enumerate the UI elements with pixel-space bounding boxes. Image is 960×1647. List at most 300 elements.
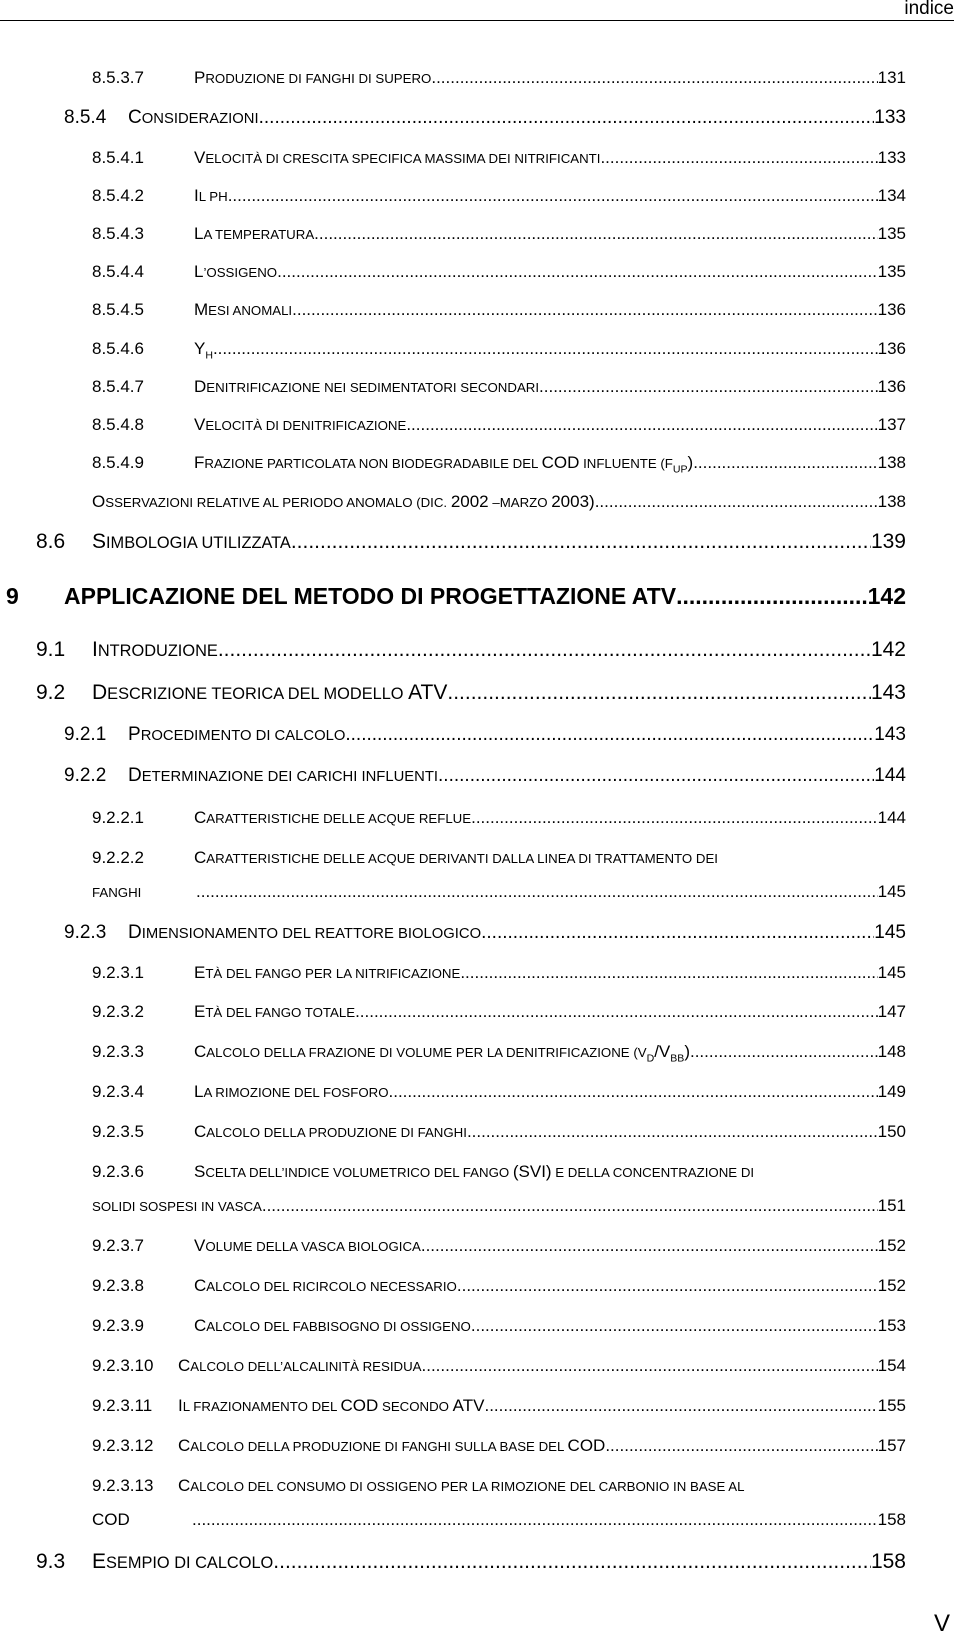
title-continuation: COD	[92, 1510, 130, 1529]
title-initial: D	[128, 765, 142, 786]
entry-title-line	[194, 1080, 906, 1105]
title-continuation: FANGHI	[92, 885, 142, 900]
section-number: 8.5.4.9	[92, 453, 144, 472]
title-initial: L	[194, 224, 204, 243]
toc-entry[interactable]	[0, 530, 960, 554]
title-rest: ALCOLO DEL FABBISOGNO DI OSSIGENO	[206, 1319, 471, 1334]
toc-entry[interactable]	[0, 1550, 960, 1574]
toc-entry[interactable]	[0, 490, 960, 514]
toc-entry[interactable]	[0, 961, 960, 985]
title-initial: E	[194, 963, 206, 982]
toc-entry[interactable]	[0, 1234, 960, 1258]
entry-title	[194, 1120, 467, 1145]
running-header	[0, 0, 954, 21]
toc-entry[interactable]	[0, 1274, 960, 1298]
page-number: 142	[867, 583, 906, 609]
entry-title-line	[178, 1474, 906, 1499]
page-number: 139	[870, 530, 906, 553]
page-number: 138	[877, 492, 906, 511]
title-rest: ALCOLO DEL RICIRCOLO NECESSARIO	[206, 1279, 457, 1294]
title-initial: C	[194, 1042, 207, 1061]
dot-leader	[467, 1120, 878, 1144]
page-number: 157	[877, 1436, 906, 1455]
section-number: 9.2.1	[64, 724, 107, 745]
title-rest: TÀ DEL FANGO PER LA NITRIFICAZIONE	[205, 966, 461, 981]
section-number: 8.5.4.3	[92, 224, 144, 243]
entry-title	[194, 184, 228, 209]
entry-title	[194, 260, 277, 285]
entry-title-line	[92, 490, 906, 515]
section-number: 9.2.3.10	[92, 1356, 154, 1375]
title-initial: C	[194, 1316, 207, 1335]
subscript: UP	[672, 463, 688, 476]
subscript: D	[646, 1052, 655, 1065]
entry-title	[194, 146, 600, 171]
entry-title-line	[194, 1274, 906, 1299]
dot-leader	[438, 764, 874, 788]
entry-title	[194, 1080, 389, 1105]
page-number: 145	[877, 882, 906, 901]
title-rest: ALCOLO DELL’ALCALINITÀ RESIDUA	[190, 1359, 422, 1374]
entry-title	[194, 1314, 471, 1339]
entry-title	[128, 921, 481, 946]
section-number: 9.2.3.7	[92, 1236, 144, 1255]
title-initial: V	[194, 415, 206, 434]
section-number: 8.5.4.7	[92, 377, 144, 396]
section-number: 8.5.4	[64, 107, 107, 128]
entry-title	[64, 584, 676, 608]
page-number: 148	[877, 1042, 906, 1061]
section-number: 9.2.3.12	[92, 1436, 154, 1455]
dot-leader	[406, 413, 877, 437]
title-rest: /V	[654, 1042, 671, 1061]
title-initial: C	[128, 107, 142, 128]
page-number: 136	[877, 300, 906, 319]
entry-title-line	[92, 1508, 906, 1532]
title-rest: ELOCITÀ DI CRESCITA SPECIFICA MASSIMA DEI NITRIFICANTI	[205, 151, 601, 166]
section-number: 8.5.4.5	[92, 300, 144, 319]
dot-leader	[676, 584, 868, 608]
entry-title	[128, 764, 438, 789]
toc-entry[interactable]	[0, 413, 960, 437]
page-number: 155	[877, 1396, 906, 1415]
title-initial: S	[92, 530, 107, 553]
toc-entry[interactable]	[0, 184, 960, 208]
title-emphasis: COD	[340, 1396, 379, 1415]
title-initial: C	[194, 848, 207, 867]
entry-title	[194, 1274, 457, 1299]
dot-leader	[595, 490, 878, 514]
entry-title	[194, 375, 539, 400]
title-rest: RAZIONE PARTICOLATA NON BIODEGRADABILE DEL	[204, 456, 542, 471]
title-rest: NTRODUZIONE	[97, 642, 218, 660]
title-initial: C	[194, 808, 207, 827]
entry-title-line	[128, 921, 906, 946]
title-rest: ’OSSIGENO	[203, 265, 278, 280]
title-initial: L	[194, 262, 204, 281]
entry-title-line	[194, 1314, 906, 1339]
entry-title-line	[194, 451, 906, 476]
entry-title	[194, 337, 213, 361]
page-number: 152	[877, 1236, 906, 1255]
page-number: 131	[877, 68, 906, 87]
section-number: 9.1	[36, 638, 66, 661]
toc-entry[interactable]	[0, 764, 960, 788]
dot-leader	[471, 806, 878, 830]
entry-title	[194, 66, 431, 91]
title-rest: SECONDO	[378, 1399, 453, 1414]
dot-leader	[291, 530, 871, 554]
title-rest: ALCOLO DELLA PRODUZIONE DI FANGHI	[206, 1125, 467, 1140]
title-initial: P	[194, 68, 206, 87]
header-title: indice	[904, 0, 954, 19]
section-number: 9.2.3.5	[92, 1122, 144, 1141]
entry-title-line	[194, 413, 906, 438]
toc-entry[interactable]	[0, 1394, 960, 1418]
page-number: 145	[877, 963, 906, 982]
section-number: 9.2.2.2	[92, 848, 144, 867]
section-number: 8.5.3.7	[92, 68, 144, 87]
entry-title	[194, 806, 471, 831]
title-rest: E DELLA CONCENTRAZIONE DI	[551, 1165, 755, 1180]
section-number: 9.2.3.3	[92, 1042, 144, 1061]
dot-leader	[273, 1550, 871, 1574]
entry-title-line	[194, 184, 906, 209]
page-number: 144	[874, 765, 906, 786]
entry-title	[178, 1434, 605, 1459]
entry-title-line	[194, 806, 906, 831]
dot-leader	[539, 375, 878, 399]
section-number: 8.6	[36, 530, 66, 553]
title-continuation: SOLIDI SOSPESI IN VASCA	[92, 1199, 262, 1214]
entry-title-line	[194, 1000, 906, 1025]
title-rest: L PH	[198, 189, 228, 204]
title-emphasis: 2003)	[551, 492, 595, 511]
toc-entry[interactable]	[0, 451, 960, 475]
page-number: 158	[870, 1550, 906, 1573]
entry-title	[194, 961, 460, 986]
section-number: 9.2.3.11	[92, 1396, 153, 1415]
section-number: 9.2.3.13	[92, 1476, 154, 1495]
title-initial: V	[194, 1236, 206, 1255]
page-number: 154	[877, 1356, 906, 1375]
toc-entry[interactable]	[0, 806, 960, 830]
page-number: 143	[870, 681, 906, 704]
entry-title-line	[194, 1234, 906, 1259]
title-rest: ALCOLO DELLA FRAZIONE DI VOLUME PER LA DENITRIFICAZIONE (V	[206, 1045, 647, 1060]
entry-title	[178, 1354, 422, 1379]
entry-title-line	[194, 298, 906, 323]
page-number: V	[933, 1610, 950, 1637]
title-rest: CELTA DELL’INDICE VOLUMETRICO DEL FANGO	[205, 1165, 513, 1180]
section-number: 9.2.3.4	[92, 1082, 144, 1101]
dot-leader	[447, 681, 871, 705]
dot-leader	[471, 1314, 878, 1338]
entry-title	[194, 1040, 690, 1065]
title-rest: TÀ DEL FANGO TOTALE	[205, 1005, 356, 1020]
title-rest: IMENSIONAMENTO DEL REATTORE BIOLOGICO	[141, 926, 482, 942]
dot-leader	[192, 1508, 878, 1532]
dot-leader	[262, 1194, 878, 1218]
entry-title-line	[92, 530, 906, 555]
dot-leader	[693, 451, 877, 475]
title-initial: D	[128, 922, 142, 943]
entry-title	[128, 723, 345, 748]
entry-title	[194, 451, 693, 476]
entry-title	[92, 490, 595, 515]
dot-leader	[421, 1234, 878, 1258]
toc-entry[interactable]	[0, 681, 960, 705]
entry-title	[178, 1474, 744, 1499]
toc-entry[interactable]	[0, 375, 960, 399]
title-rest: A RIMOZIONE DEL FOSFORO	[203, 1085, 389, 1100]
section-number: 9.3	[36, 1550, 66, 1573]
entry-title	[194, 1000, 355, 1025]
title-initial: P	[128, 724, 141, 745]
entry-title	[92, 530, 291, 555]
section-number: 9.2.3.2	[92, 1002, 144, 1021]
entry-title-line	[194, 222, 906, 247]
title-rest: )	[687, 453, 694, 472]
toc-entry[interactable]	[0, 1080, 960, 1104]
entry-title-line	[194, 260, 906, 285]
title-rest: ARATTERISTICHE DELLE ACQUE DERIVANTI DALLA LINEA DI TRATTAMENTO DEI	[206, 851, 718, 866]
dot-leader	[690, 1040, 878, 1064]
entry-title-line	[194, 66, 906, 91]
section-number: 9.2.3.1	[92, 963, 144, 982]
dot-leader	[600, 146, 877, 170]
dot-leader	[457, 1274, 878, 1298]
section-number: 9	[6, 583, 19, 609]
title-initial: D	[194, 377, 207, 396]
dot-leader	[292, 298, 878, 322]
title-initial: E	[92, 1550, 107, 1573]
entry-title-line	[92, 638, 906, 663]
entry-title	[194, 1234, 421, 1259]
title-initial: C	[194, 1122, 207, 1141]
title-initial: V	[194, 148, 206, 167]
page-number: 152	[877, 1276, 906, 1295]
section-number: 8.5.4.1	[92, 148, 144, 167]
title-rest: ALCOLO DELLA PRODUZIONE DI FANGHI SULLA BASE DEL	[190, 1439, 568, 1454]
title-rest: SSERVAZIONI RELATIVE AL PERIODO ANOMALO (DIC.	[105, 495, 451, 510]
toc-entry[interactable]	[0, 337, 960, 361]
title-emphasis: COD	[567, 1436, 606, 1455]
page-number: 145	[874, 922, 906, 943]
title-emphasis: ATV	[408, 681, 448, 704]
toc-entry[interactable]	[0, 1434, 960, 1458]
section-number: 9.2.3	[64, 922, 107, 943]
title-rest: OLUME DELLA VASCA BIOLOGICA	[205, 1239, 421, 1254]
title-initial: S	[194, 1162, 206, 1181]
entry-title-line	[194, 337, 906, 361]
dot-leader	[218, 638, 871, 662]
toc-entry[interactable]	[0, 66, 960, 90]
dot-leader	[277, 260, 878, 284]
entry-title-line	[194, 1040, 906, 1065]
toc-entry[interactable]	[0, 106, 960, 130]
toc-entry[interactable]	[0, 846, 960, 870]
title-rest: ESCRIZIONE TEORICA DEL MODELLO	[107, 685, 409, 703]
entry-title-line	[194, 846, 906, 871]
page-number: 134	[877, 186, 906, 205]
page-number: 153	[877, 1316, 906, 1335]
dot-leader	[431, 66, 877, 90]
entry-title	[128, 106, 259, 131]
toc-entry[interactable]	[0, 1040, 960, 1064]
entry-title-line	[92, 1550, 906, 1575]
entry-title-line	[92, 880, 906, 905]
title-rest: –MARZO	[488, 495, 552, 510]
section-number: 9.2.2	[64, 765, 107, 786]
dot-leader	[345, 723, 874, 747]
entry-title-line	[194, 146, 906, 171]
title-emphasis: COD	[541, 453, 580, 472]
page-number: 150	[877, 1122, 906, 1141]
toc-entry[interactable]	[0, 584, 960, 608]
toc-entry[interactable]	[0, 638, 960, 662]
dot-leader	[314, 222, 877, 246]
title-rest: ESI ANOMALI	[208, 303, 293, 318]
title-initial: D	[92, 681, 108, 704]
title-rest: ROCEDIMENTO DI CALCOLO	[140, 728, 346, 744]
toc-entry-continuation	[0, 880, 960, 904]
toc-entry[interactable]	[0, 921, 960, 945]
dot-leader	[228, 184, 878, 208]
section-number: 8.5.4.8	[92, 415, 144, 434]
page-number: 143	[874, 724, 906, 745]
dot-leader	[196, 880, 878, 904]
toc-entry-continuation	[0, 1508, 960, 1532]
dot-leader	[259, 106, 875, 130]
entry-title-line	[194, 1120, 906, 1145]
section-number: 9.2.3.8	[92, 1276, 144, 1295]
title-rest: ARATTERISTICHE DELLE ACQUE REFLUE	[206, 811, 472, 826]
dot-leader	[355, 1000, 878, 1024]
dot-leader	[460, 961, 877, 985]
title-rest: )	[684, 1042, 690, 1061]
section-number: 9.2	[36, 681, 66, 704]
title-initial: I	[92, 638, 98, 661]
dot-leader	[213, 337, 878, 361]
title-initial: I	[194, 186, 199, 205]
title-emphasis: ATV	[452, 1396, 485, 1415]
entry-title	[194, 1160, 754, 1185]
title-initial: L	[194, 1082, 204, 1101]
entry-title-line	[194, 375, 906, 400]
entry-title	[178, 1394, 484, 1419]
title-initial: C	[178, 1356, 191, 1375]
entry-title-line	[194, 961, 906, 986]
section-number: 8.5.4.6	[92, 339, 144, 358]
title-emphasis: 2002	[450, 492, 489, 511]
entry-title-text: APPLICAZIONE DEL METODO DI PROGETTAZIONE ATV	[64, 583, 677, 609]
section-number: 9.2.3.9	[92, 1316, 144, 1335]
toc-entry[interactable]	[0, 1354, 960, 1378]
dot-leader	[422, 1354, 878, 1378]
entry-title-line	[92, 681, 906, 706]
entry-title	[92, 681, 447, 706]
toc-entry[interactable]	[0, 723, 960, 747]
toc-entry[interactable]	[0, 1000, 960, 1024]
entry-title-line	[92, 1194, 906, 1219]
page-number: 158	[877, 1510, 906, 1529]
toc-entry[interactable]	[0, 222, 960, 246]
title-rest: ALCOLO DEL CONSUMO DI OSSIGENO PER LA RIMOZIONE DEL CARBONIO IN BASE AL	[190, 1479, 745, 1494]
dot-leader	[605, 1434, 877, 1458]
page-number: 136	[877, 377, 906, 396]
title-initial: E	[194, 1002, 206, 1021]
title-emphasis: (SVI)	[512, 1162, 552, 1181]
title-rest: IMBOLOGIA UTILIZZATA	[106, 534, 291, 552]
page-number: 133	[877, 148, 906, 167]
section-number: 8.5.4.4	[92, 262, 144, 281]
toc-entry-continuation	[0, 1194, 960, 1218]
title-rest: A TEMPERATURA	[203, 227, 315, 242]
title-rest: ENITRIFICAZIONE NEI SEDIMENTATORI SECONDARI	[206, 380, 540, 395]
subscript: H	[205, 349, 213, 362]
page-number: 138	[877, 453, 906, 472]
title-rest: SEMPIO DI CALCOLO	[106, 1554, 274, 1572]
entry-title-line	[128, 723, 906, 748]
dot-leader	[389, 1080, 878, 1104]
title-initial: Y	[194, 339, 206, 358]
title-initial: O	[92, 492, 106, 511]
subscript: BB	[670, 1052, 685, 1065]
page-number: 135	[877, 262, 906, 281]
title-rest: ETERMINAZIONE DEI CARICHI INFLUENTI	[141, 769, 439, 785]
title-initial: I	[178, 1396, 183, 1415]
toc-entry[interactable]	[0, 298, 960, 322]
entry-title	[194, 846, 718, 871]
title-rest: ELOCITÀ DI DENITRIFICAZIONE	[205, 418, 407, 433]
toc-entry[interactable]	[0, 260, 960, 284]
page-number: 137	[877, 415, 906, 434]
section-number: 9.2.2.1	[92, 808, 144, 827]
title-initial: M	[194, 300, 209, 319]
toc-entry[interactable]	[0, 1314, 960, 1338]
entry-title	[92, 1550, 273, 1575]
page-number: 144	[877, 808, 906, 827]
page-number: 133	[874, 107, 906, 128]
title-rest: L FRAZIONAMENTO DEL	[182, 1399, 341, 1414]
page-number: 142	[870, 638, 906, 661]
entry-title-line	[194, 1160, 906, 1185]
title-rest: ONSIDERAZIONI	[141, 111, 259, 127]
toc-entry[interactable]	[0, 1160, 960, 1184]
page-number: 136	[877, 339, 906, 358]
entry-title-line	[128, 764, 906, 789]
entry-title	[92, 638, 218, 663]
section-number: 9.2.3.6	[92, 1162, 144, 1181]
title-initial: C	[194, 1276, 207, 1295]
entry-title	[194, 298, 292, 323]
section-number: 8.5.4.2	[92, 186, 144, 205]
title-initial: C	[178, 1476, 191, 1495]
toc-entry[interactable]	[0, 146, 960, 170]
title-rest: RODUZIONE DI FANGHI DI SUPERO	[205, 71, 432, 86]
page-number: 151	[877, 1196, 906, 1215]
entry-title-line	[178, 1354, 906, 1379]
page-number: 149	[877, 1082, 906, 1101]
toc-entry[interactable]	[0, 1474, 960, 1498]
toc-entry[interactable]	[0, 1120, 960, 1144]
entry-title-line	[178, 1394, 906, 1419]
entry-title	[194, 222, 314, 247]
entry-title-line	[128, 106, 906, 131]
title-initial: F	[194, 453, 205, 472]
dot-leader	[481, 921, 874, 945]
